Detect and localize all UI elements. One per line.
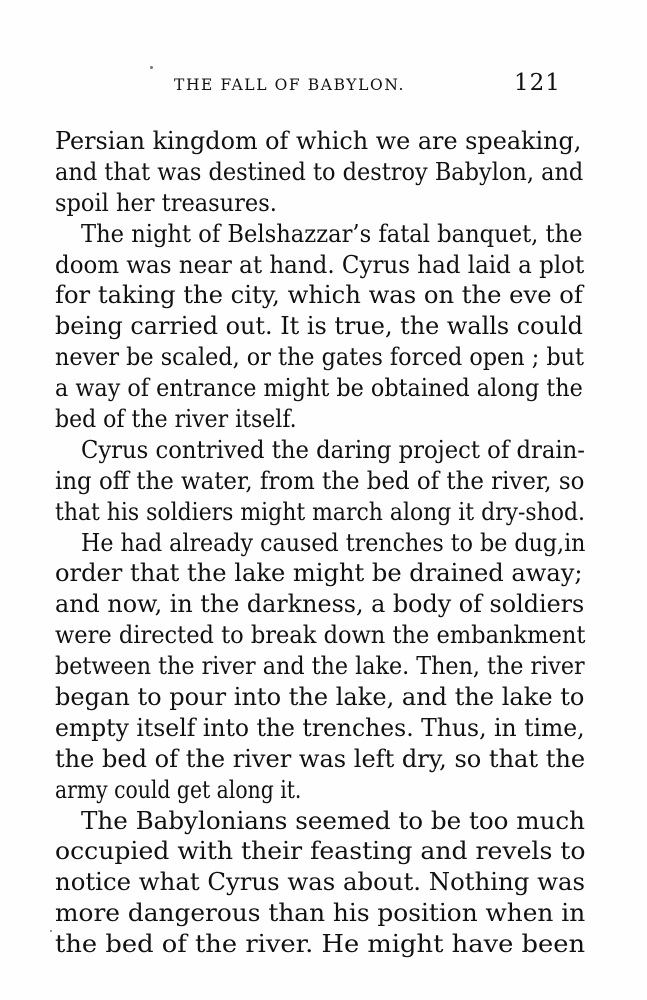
print-speck (150, 66, 153, 69)
print-speck (50, 930, 52, 932)
running-title: THE FALL OF BABYLON. (174, 76, 406, 94)
page-number: 121 (514, 70, 561, 96)
book-page: THE FALL OF BABYLON. 121 Persian kingdom of which we are speaking, and that was destined to destroy Babylon, and spoil her treasures. The night of Belshazzar’s fatal banquet, the doom was near at hand. Cyrus had laid a plot for taking the city, which was on the eve of being carried out. It is true, the walls could never be scaled, or the gates forced open ; but a way of entrance might be obtained along the bed of the river itself. Cyrus contrived the daring project of drain- ing off the water, from the bed of the river, so that his soldiers might march along it dry-shod. He had already caused trenches to be dug,in order that the lake might be drained away; and now, in the darkness, a body of soldiers were directed to break down the embankment between the river and the lake. Then, the river began to pour into the lake, and the lake to empty itself into the trenches. Thus, in time, the bed of the river was left dry, so that the army could get along it. The Babylonians seemed to be too much occupied with their feasting and revels to notice what Cyrus was about. Nothing was more dangerous than his position when in the bed of the river. He might have been (0, 0, 647, 1000)
